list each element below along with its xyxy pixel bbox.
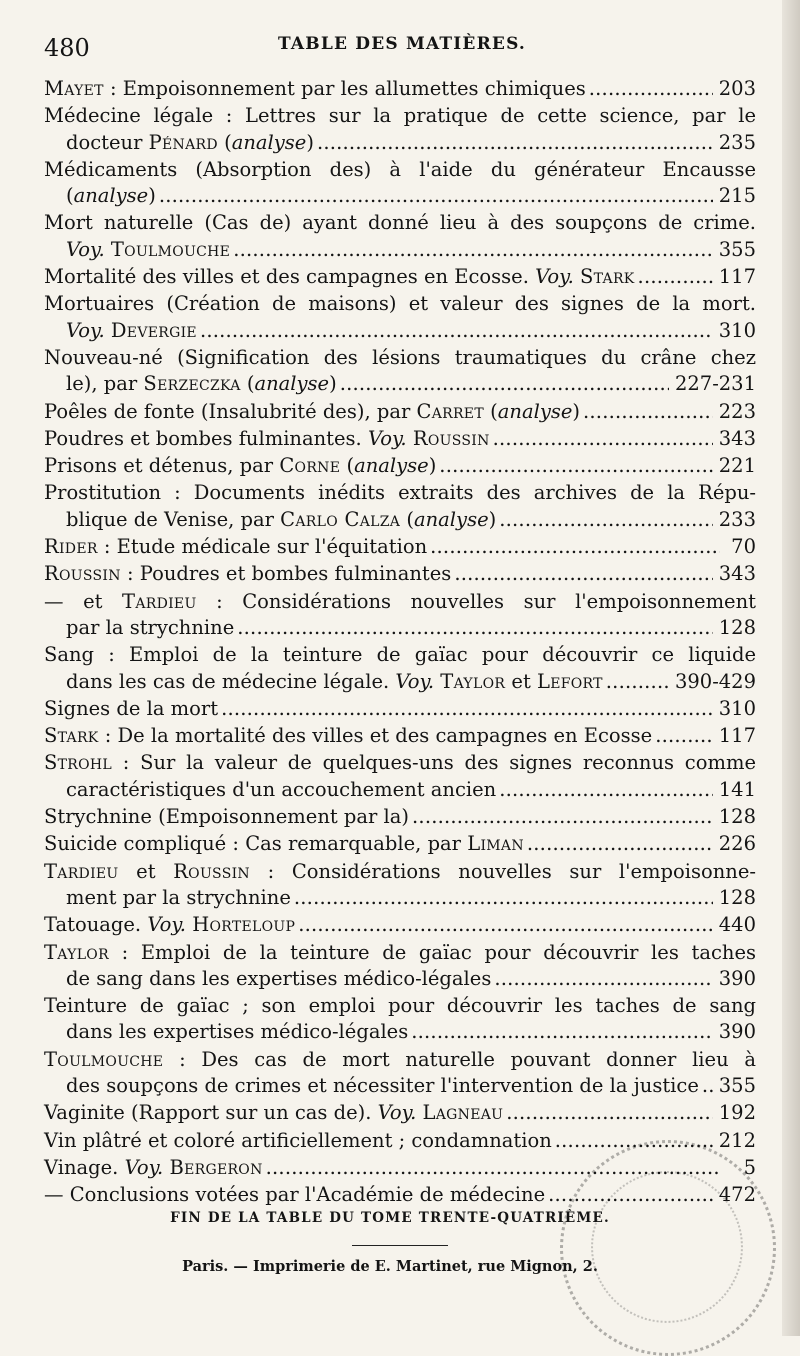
italic-term: Voy. xyxy=(377,1101,417,1125)
page-reference: 128 xyxy=(718,885,756,909)
page-reference: 233 xyxy=(718,507,756,531)
entry-text-part: des soupçons de crimes et nécessiter l'intervention de la justice xyxy=(66,1073,699,1097)
dot-leader xyxy=(606,669,669,695)
entry-continuation-line xyxy=(44,885,756,911)
entry-text-part: caractéristiques d'un accouchement ancien xyxy=(66,777,497,801)
dot-leader xyxy=(583,399,713,425)
entry-text-part: blique de Venise, par xyxy=(66,507,281,531)
entry-text xyxy=(66,966,491,992)
author-name: Tardieu xyxy=(122,589,197,613)
entry-text-part: ( xyxy=(66,184,74,208)
entry-line xyxy=(44,1182,756,1208)
dot-leader xyxy=(237,615,713,641)
entry-text xyxy=(44,1155,263,1181)
author-name: Carlo Calza xyxy=(280,507,401,531)
entry-text-part: : Sur la valeur de quelques-uns des signes reconnus comme xyxy=(112,751,756,775)
dot-leader xyxy=(548,1182,713,1208)
entry-line xyxy=(44,480,756,506)
italic-term: Voy. xyxy=(66,237,105,261)
author-name: Toulmouche xyxy=(44,1047,164,1071)
entry-text xyxy=(66,885,291,911)
entry-text-part: : Empoisonnement par les allumettes chimiques xyxy=(103,77,586,100)
entry-text xyxy=(44,426,490,452)
page-reference: 223 xyxy=(718,399,756,423)
entry-text xyxy=(44,534,427,560)
dot-leader xyxy=(439,453,712,479)
page-reference: 235 xyxy=(718,130,756,154)
entry-text-part: ( xyxy=(217,130,232,154)
entry-text-part: Suicide compliqué : Cas remarquable, par xyxy=(44,832,468,856)
entry-text-part: Teinture de gaïac ; son emploi pour découvrir les taches de sang xyxy=(44,994,756,1018)
entry-text xyxy=(44,104,756,127)
page-reference: 221 xyxy=(718,454,756,478)
entry-text-part: ) xyxy=(148,184,156,208)
entry-text xyxy=(44,561,451,587)
entry-text-part: et xyxy=(118,859,174,883)
index-entry xyxy=(44,1047,756,1100)
printer-imprint: Paris. — Imprimerie de E. Martinet, rue Mignon, 2. xyxy=(182,1258,598,1275)
italic-term: Voy. xyxy=(147,913,186,937)
entry-continuation-line xyxy=(44,318,756,344)
dot-leader xyxy=(499,507,713,533)
index-entry xyxy=(44,940,756,993)
entry-line xyxy=(44,291,756,317)
author-name: Tardieu xyxy=(44,859,119,883)
entry-text-part: Nouveau-né (Signification des lésions traumatiques du crâne chez xyxy=(44,345,756,369)
entry-text xyxy=(66,183,156,209)
entry-text xyxy=(44,211,756,234)
entry-line xyxy=(44,1128,756,1154)
entry-continuation-line xyxy=(44,1019,756,1045)
entry-text xyxy=(44,804,409,830)
entry-text xyxy=(44,643,756,666)
entry-text-part: ( xyxy=(400,507,414,531)
entry-text xyxy=(44,76,586,102)
index-entry xyxy=(44,993,756,1046)
dot-leader xyxy=(159,183,713,209)
entry-line xyxy=(44,534,756,560)
entry-text-part: ( xyxy=(483,399,498,423)
page-edge xyxy=(782,0,800,1336)
dot-leader xyxy=(266,1155,720,1181)
entry-text xyxy=(44,1100,503,1126)
page-reference: 343 xyxy=(718,562,756,586)
author-name: Taylor xyxy=(44,940,109,964)
page-reference: 141 xyxy=(718,777,756,801)
page-reference: 212 xyxy=(718,1128,756,1152)
author-name: Roussin xyxy=(173,859,250,883)
page-reference: 117 xyxy=(718,724,756,748)
page-reference: 5 xyxy=(743,1155,756,1179)
italic-term: Voy. xyxy=(66,318,105,342)
entry-text xyxy=(44,1182,545,1208)
dot-leader xyxy=(499,777,713,803)
author-name: Rider xyxy=(44,535,98,559)
entry-line xyxy=(44,993,756,1019)
page-reference: 128 xyxy=(718,615,756,639)
entry-text xyxy=(66,507,496,533)
entry-line xyxy=(44,453,756,479)
entry-text-part: ( xyxy=(240,372,255,396)
entry-text xyxy=(44,1048,756,1071)
entry-text xyxy=(44,264,635,290)
entry-text-part: Sang : Emploi de la teinture de gaïac pour découvrir ce liquide xyxy=(44,643,756,667)
entry-text-part: Prisons et détenus, par xyxy=(44,454,280,478)
entry-text xyxy=(66,318,197,344)
entry-line xyxy=(44,561,756,587)
entry-text xyxy=(44,346,756,369)
entry-text-part: Poêles de fonte (Insalubrité des), par xyxy=(44,399,417,423)
index-entry xyxy=(44,210,756,263)
entry-text xyxy=(44,941,756,964)
dot-leader xyxy=(200,318,713,344)
entry-text-part: ment par la strychnine xyxy=(66,885,291,909)
dot-leader xyxy=(412,804,713,830)
entry-text-part: Vin plâtré et coloré artificiellement ; condamnation xyxy=(44,1128,552,1152)
dot-leader xyxy=(233,237,713,263)
entry-text-part: — Conclusions votées par l'Académie de médecine xyxy=(44,1183,546,1207)
entry-line xyxy=(44,912,756,938)
index-entry xyxy=(44,1128,756,1154)
author-name: Stark xyxy=(580,265,635,289)
page-reference: 440 xyxy=(718,913,756,937)
dot-leader xyxy=(430,534,720,560)
entry-text xyxy=(44,723,652,749)
entry-text-part: Strychnine (Empoisonnement par la) xyxy=(44,805,410,829)
index-entry xyxy=(44,76,756,102)
entry-text xyxy=(66,1019,408,1045)
italic-term: analyse xyxy=(414,507,489,531)
page-reference: 117 xyxy=(718,265,756,289)
dot-leader xyxy=(589,76,713,102)
entry-line xyxy=(44,264,756,290)
entry-continuation-line xyxy=(44,507,756,533)
index-entry xyxy=(44,750,756,803)
page-number: 480 xyxy=(44,34,90,62)
entry-text-part: de sang dans les expertises médico-légales xyxy=(66,966,492,990)
entry-line xyxy=(44,859,756,885)
entry-text-part: : Considérations nouvelles sur l'empoisonnement xyxy=(196,589,756,613)
author-name: Roussin xyxy=(44,562,121,586)
entry-text-part: docteur xyxy=(66,130,149,154)
entry-text xyxy=(66,237,230,263)
entry-line xyxy=(44,940,756,966)
entry-continuation-line xyxy=(44,237,756,263)
entry-line xyxy=(44,642,756,668)
entry-text-part: : Considérations nouvelles sur l'empoisonne- xyxy=(249,859,756,883)
entry-text-part: Prostitution : Documents inédits extraits des archives de la Répu- xyxy=(44,481,756,505)
entry-continuation-line xyxy=(44,183,756,209)
entry-text-part: et xyxy=(505,669,537,693)
entry-text-part: dans les cas de médecine légale. xyxy=(66,669,396,693)
entry-line xyxy=(44,804,756,830)
entry-line xyxy=(44,1100,756,1126)
index-entry xyxy=(44,723,756,749)
entry-text-part: : Emploi de la teinture de gaïac pour découvrir les taches xyxy=(108,940,756,964)
dot-leader xyxy=(494,966,712,992)
entry-text-part: Mortuaires (Création de maisons) et valeur des signes de la mort. xyxy=(44,292,756,316)
index-entry xyxy=(44,1155,756,1181)
page-reference: 70 xyxy=(731,535,756,559)
index-entry xyxy=(44,831,756,857)
entry-line xyxy=(44,426,756,452)
entry-text xyxy=(44,590,756,613)
dot-leader xyxy=(294,885,713,911)
italic-term: Voy. xyxy=(535,265,574,289)
entry-text-part: par la strychnine xyxy=(66,615,235,639)
index-entry xyxy=(44,103,756,156)
author-name: Mayet xyxy=(44,77,104,100)
entry-continuation-line xyxy=(44,615,756,641)
index-entries xyxy=(44,76,756,1209)
entry-text xyxy=(44,994,756,1017)
index-entry xyxy=(44,453,756,479)
page-reference: 128 xyxy=(718,805,756,829)
italic-term: analyse xyxy=(497,399,573,423)
author-name: Roussin xyxy=(412,426,490,450)
index-entry xyxy=(44,534,756,560)
index-entry xyxy=(44,264,756,290)
index-entry xyxy=(44,642,756,695)
entry-text xyxy=(66,130,314,156)
index-entry xyxy=(44,291,756,344)
entry-text xyxy=(66,777,496,803)
entry-text-part: Signes de la mort xyxy=(44,696,219,720)
page-reference: 355 xyxy=(718,1073,756,1097)
dot-leader xyxy=(702,1073,713,1099)
page-reference: 215 xyxy=(718,184,756,208)
author-name: Strohl xyxy=(44,751,113,775)
italic-term: analyse xyxy=(254,372,330,396)
dot-leader xyxy=(506,1100,713,1126)
dot-leader xyxy=(493,426,713,452)
entry-continuation-line xyxy=(44,669,756,695)
index-entry xyxy=(44,399,756,425)
index-entry xyxy=(44,804,756,830)
author-name: Serzeczka xyxy=(143,372,241,396)
dot-leader xyxy=(221,696,713,722)
entry-text-part: dans les expertises médico-légales xyxy=(66,1020,409,1044)
italic-term: Voy. xyxy=(367,426,407,450)
entry-text xyxy=(44,860,756,883)
entry-line xyxy=(44,1047,756,1073)
entry-text xyxy=(66,371,337,397)
entry-text xyxy=(44,1128,552,1154)
entry-text xyxy=(44,292,756,315)
entry-text-part: ) xyxy=(306,130,314,154)
entry-line xyxy=(44,589,756,615)
italic-term: analyse xyxy=(231,130,307,154)
entry-text xyxy=(44,696,218,722)
index-entry xyxy=(44,561,756,587)
index-entry xyxy=(44,345,756,398)
divider-rule xyxy=(352,1245,448,1246)
end-note: FIN DE LA TABLE DU TOME TRENTE-QUATRIÈME. xyxy=(170,1210,610,1226)
entry-line xyxy=(44,103,756,129)
dot-leader xyxy=(555,1128,713,1154)
entry-text xyxy=(44,912,295,938)
dot-leader xyxy=(411,1019,713,1045)
page-reference: 310 xyxy=(718,318,756,342)
entry-text-part: : Des cas de mort naturelle pouvant donner lieu à xyxy=(163,1047,756,1071)
page-header xyxy=(44,34,760,64)
author-name: Stark xyxy=(44,724,99,748)
author-name: Lefort xyxy=(536,669,603,693)
entry-text-part: Médecine légale : Lettres sur la pratique de cette science, par le xyxy=(44,104,756,128)
entry-line xyxy=(44,157,756,183)
italic-term: Voy. xyxy=(395,669,435,693)
entry-text-part: ) xyxy=(488,507,497,531)
entry-text xyxy=(44,831,524,857)
entry-line xyxy=(44,345,756,371)
page-reference: 226 xyxy=(718,832,756,856)
entry-text xyxy=(66,669,603,695)
author-name: Horteloup xyxy=(192,913,296,937)
entry-continuation-line xyxy=(44,1073,756,1099)
italic-term: analyse xyxy=(354,454,429,478)
page-reference: 390-429 xyxy=(674,669,756,693)
entry-text xyxy=(44,481,756,504)
entry-text-part: Vaginite (Rapport sur un cas de). xyxy=(44,1101,378,1125)
index-entry xyxy=(44,912,756,938)
entry-text xyxy=(44,751,756,774)
dot-leader xyxy=(340,371,669,397)
entry-text-part: : De la mortalité des villes et des campagnes en Ecosse xyxy=(98,724,653,748)
index-entry xyxy=(44,157,756,210)
author-name: Bergeron xyxy=(169,1155,263,1179)
entry-text-part: ( xyxy=(340,454,355,478)
page-reference: 343 xyxy=(718,426,756,450)
entry-text-part: Mortalité des villes et des campagnes en Ecosse. xyxy=(44,265,536,289)
author-name: Toulmouche xyxy=(110,237,231,261)
entry-line xyxy=(44,399,756,425)
entry-text xyxy=(66,615,234,641)
page-reference: 192 xyxy=(718,1101,756,1125)
entry-continuation-line xyxy=(44,966,756,992)
entry-line xyxy=(44,696,756,722)
index-entry xyxy=(44,696,756,722)
author-name: Carret xyxy=(416,399,484,423)
dot-leader xyxy=(527,831,713,857)
index-entry xyxy=(44,480,756,533)
entry-text-part: : Poudres et bombes fulminantes xyxy=(120,562,452,586)
entry-text xyxy=(44,453,436,479)
dot-leader xyxy=(454,561,712,587)
page-reference: 310 xyxy=(718,696,756,720)
running-title: TABLE DES MATIÈRES. xyxy=(277,34,527,54)
entry-line xyxy=(44,210,756,236)
dot-leader xyxy=(298,912,713,938)
entry-continuation-line xyxy=(44,371,756,397)
entry-text-part: ) xyxy=(329,372,337,396)
dot-leader xyxy=(638,264,713,290)
entry-text-part: Tatouage. xyxy=(44,913,148,937)
entry-text-part: Médicaments (Absorption des) à l'aide du générateur Encausse xyxy=(44,157,756,181)
entry-line xyxy=(44,723,756,749)
author-name: Corne xyxy=(279,454,341,478)
dot-leader xyxy=(317,130,713,156)
entry-text-part: le), par xyxy=(66,372,144,396)
entry-text xyxy=(66,1073,699,1099)
page-reference: 203 xyxy=(718,77,756,100)
index-entry xyxy=(44,426,756,452)
page-reference: 390 xyxy=(718,1020,756,1044)
page-reference: 355 xyxy=(718,237,756,261)
author-name: Devergie xyxy=(110,318,197,342)
entry-line xyxy=(44,1155,756,1181)
page-reference: 390 xyxy=(718,966,756,990)
entry-text-part: Mort naturelle (Cas de) ayant donné lieu à des soupçons de crime. xyxy=(44,211,756,235)
entry-text-part: — et xyxy=(44,589,123,613)
author-name: Lagneau xyxy=(422,1101,504,1125)
author-name: Liman xyxy=(467,832,524,856)
page-reference: 227-231 xyxy=(674,372,756,396)
entry-text xyxy=(44,158,756,181)
entry-text-part: : Etude médicale sur l'équitation xyxy=(97,535,428,559)
author-name: Pénard xyxy=(148,130,218,154)
index-entry xyxy=(44,1182,756,1208)
entry-text-part: ) xyxy=(572,399,581,423)
italic-term: analyse xyxy=(73,184,149,208)
entry-text-part: ) xyxy=(428,454,437,478)
page-reference: 472 xyxy=(718,1183,756,1207)
index-entry xyxy=(44,589,756,642)
entry-line xyxy=(44,76,756,102)
entry-continuation-line xyxy=(44,777,756,803)
dot-leader xyxy=(655,723,713,749)
italic-term: Voy. xyxy=(124,1155,164,1179)
entry-text xyxy=(44,399,580,425)
index-entry xyxy=(44,859,756,912)
entry-continuation-line xyxy=(44,130,756,156)
entry-text-part: Poudres et bombes fulminantes. xyxy=(44,426,368,450)
entry-text-part: Vinage. xyxy=(44,1155,125,1179)
entry-line xyxy=(44,831,756,857)
author-name: Taylor xyxy=(440,669,506,693)
index-entry xyxy=(44,1100,756,1126)
entry-line xyxy=(44,750,756,776)
